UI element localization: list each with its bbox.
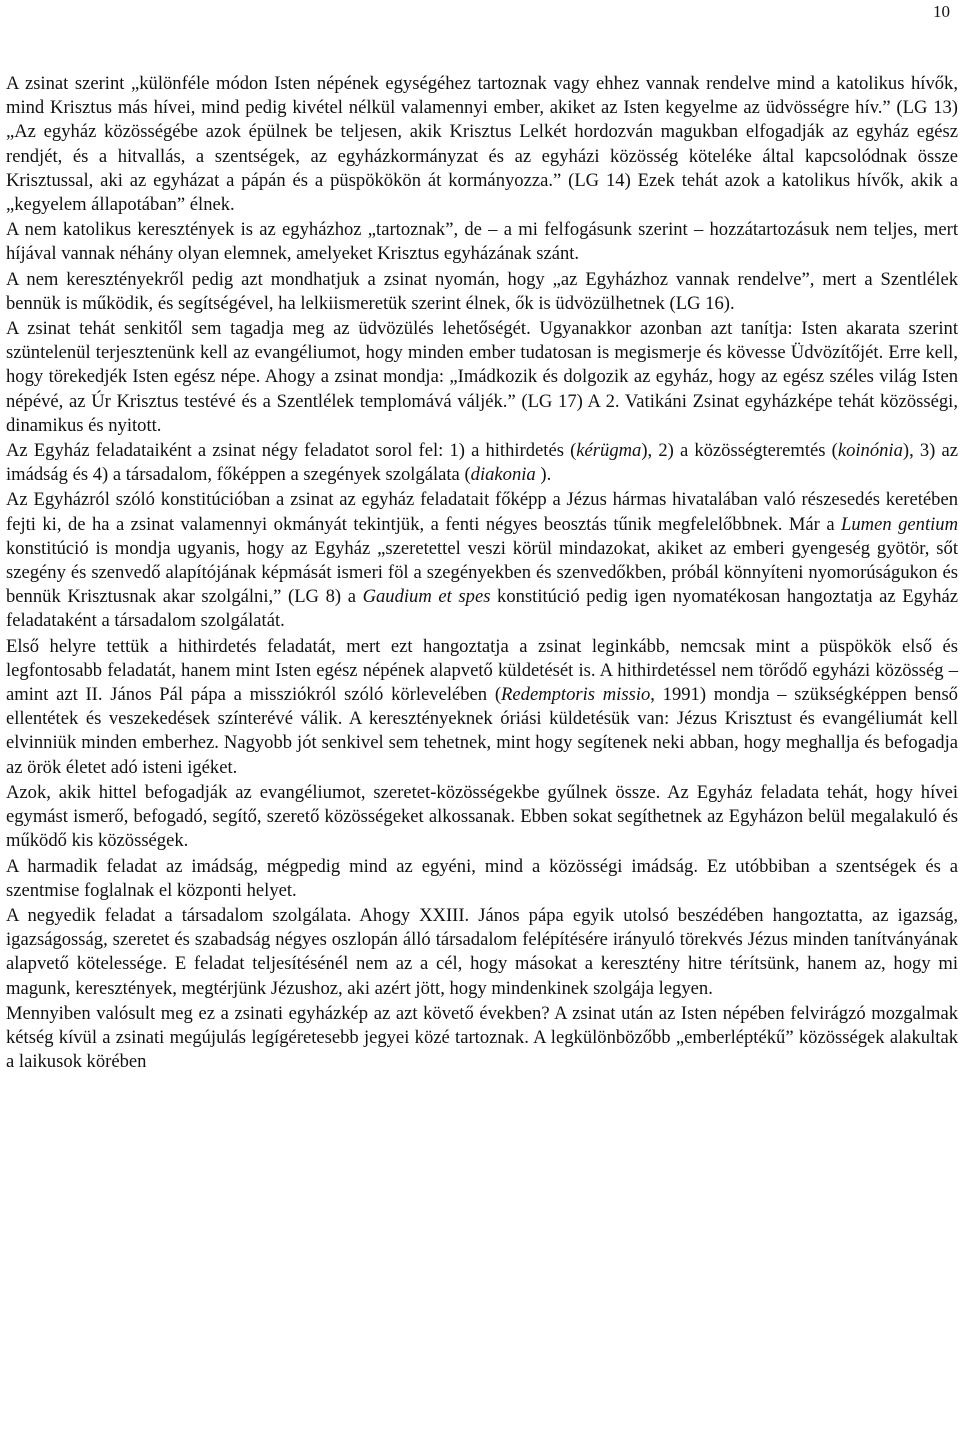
- paragraph: [6, 439, 958, 487]
- italic-term: diakonia: [470, 464, 536, 486]
- paragraph: [6, 635, 958, 780]
- text-run: konstitúció pedig igen nyomatékosan hangoztatja az Egyház feladataként a társadalom szolgálatát.: [6, 586, 959, 632]
- italic-term: kérügma: [576, 440, 642, 462]
- paragraph: [6, 317, 958, 438]
- paragraph: [6, 1002, 958, 1075]
- text-run: A zsinat szerint „különféle módon Isten népének egységéhez tartoznak vagy ehhez vannak rendelve mind a katolikus hívők, mind Krisztus más hívei, mind pedig kivétel nélkül valamennyi ember, akiket az Isten kegyelme az üdvösségre hív.” (LG 13) „Az egyház közösségébe azok épülnek be teljesen, akik Krisztus Lelkét hordozván magukban elfogadják az egyház egész rendjét, és a hitvallás, a szentségek, az egyházkormányzat és az egyházi közösség köteléke által kapcsolódnak össze Krisztussal, aki az egyházat a pápán és a püspökökön át kormányozza.” (LG 14) Ezek tehát azok a katolikus hívők, akik a „kegyelem állapotában” élnek.: [6, 73, 958, 216]
- paragraph: [6, 781, 958, 854]
- text-run: A harmadik feladat az imádság, mégpedig mind az egyéni, mind a közösségi imádság. Ez utóbbiban a szentségek és a szentmise foglalnak el központi helyet.: [6, 855, 958, 901]
- text-run: Első helyre tettük a hithirdetés feladatát, mert ezt hangoztatja a zsinat leginkább, nemcsak mint a püspökök első és legfontosabb feladatát, hanem mint Isten egész népének alapvető küldetését is. A hithirdetéssel nem törődő egyházi közösség – amint azt II. János Pál pápa a missziókról szóló körlevelében (: [6, 635, 958, 706]
- paragraph: [6, 218, 958, 266]
- page-number: 10: [933, 2, 950, 21]
- paragraph: [6, 904, 958, 1001]
- text-run: konstitúció is mondja ugyanis, hogy az Egyház „szeretettel veszi körül mindazokat, akiket az emberi gyengeség gyötör, sőt szegény és szenvedő alapítójának képmását ismeri föl a szegényekben és szenvedőkben, próbál könnyíteni nyomorúságukon és bennük Krisztusnak akar szolgálni,” (LG 8) a: [6, 537, 958, 608]
- text-run: ).: [535, 464, 552, 486]
- italic-term: koinónia: [837, 440, 903, 462]
- paragraph: [6, 855, 958, 903]
- text-run: A nem katolikus keresztények is az egyházhoz „tartoznak”, de – a mi felfogásunk szerint – hozzátartozásuk nem teljes, mert híjával vannak néhány olyan elemnek, amelyeket Krisztus egyházának szánt.: [6, 219, 958, 265]
- italic-term: Redemptoris missio: [501, 684, 651, 706]
- italic-term: Lumen gentium: [841, 513, 958, 535]
- text-run: Az Egyház feladataiként a zsinat négy feladatot sorol fel: 1) a hithirdetés (: [6, 440, 577, 462]
- italic-term: Gaudium et spes: [362, 586, 491, 608]
- text-run: ), 2) a közösségteremtés (: [641, 440, 838, 462]
- text-run: Az Egyházról szóló konstitúcióban a zsinat az egyház feladatait főképp a Jézus hármas hivatalában való részesedés keretében fejti ki, de ha a zsinat valamennyi okmányát tekintjük, a fenti négyes beosztás tűnik megfelelőbbnek. Már a: [6, 489, 958, 535]
- text-run: A negyedik feladat a társadalom szolgálata. Ahogy XXIII. János pápa egyik utolsó beszédében hangoztatta, az igazság, igazságosság, szeretet és szabadság négyes oszlopán álló társadalom felépítésére irányuló törekvés Jézus minden tanítványának alapvető kötelessége. E feladat teljesítésénél nem az a cél, hogy másokat a keresztény hitre térítsünk, hanem az, hogy mi magunk, keresztények, megtérjünk Jézushoz, aki azért jött, hogy mindenkinek szolgája legyen.: [6, 904, 958, 999]
- text-run: A zsinat tehát senkitől sem tagadja meg az üdvözülés lehetőségét. Ugyanakkor azonban azt tanítja: Isten akarata szerint szüntelenül terjesztenünk kell az evangéliumot, hogy minden ember tudatosan is megismerje és kövesse Üdvözítőjét. Erre kell, hogy törekedjék Isten egész népe. Ahogy a zsinat mondja: „Imádkozik és dolgozik az egyház, hogy az egész széles világ Isten népévé, az Úr Krisztus testévé és a Szentlélek templomává váljék.” (LG 17) A 2. Vatikáni Zsinat egyházképe tehát közösségi, dinamikus és nyitott.: [6, 318, 958, 436]
- text-run: A nem keresztényekről pedig azt mondhatjuk a zsinat nyomán, hogy „az Egyházhoz vannak rendelve”, mert a Szentlélek bennük is működik, és segítségével, ha lelkiismeretük szerint élnek, ők is üdvözülhetnek (LG 16).: [6, 268, 958, 314]
- text-run: ), 3) az imádság és 4) a társadalom, főképpen a szegények szolgálata (: [6, 440, 958, 486]
- document-body: [6, 72, 958, 1075]
- text-run: Mennyiben valósult meg ez a zsinati egyházkép az azt követő években? A zsinat után az Isten népében felvirágzó mozgalmak kétség kívül a zsinati megújulás legígéretesebb jegyei közé tartoznak. A legkülönbözőbb „emberléptékű” közösségek alakultak a laikusok körében: [6, 1002, 958, 1073]
- paragraph: [6, 72, 958, 217]
- text-run: , 1991) mondja – szükségképpen benső ellentétek és veszekedések színterévé válik. A keresztényeknek óriási küldetésük van: Jézus Krisztust és evangéliumát kell elvinniük minden emberhez. Nagyobb jót senkivel sem tehetnek, mint hogy segítenek neki abban, hogy meghallja és befogadja az örök életet adó isteni igéket.: [6, 684, 958, 778]
- text-run: Azok, akik hittel befogadják az evangéliumot, szeretet-közösségekbe gyűlnek össze. Az Egyház feladata tehát, hogy hívei egymást ismerő, befogadó, segítő, szerető közösségeket alkossanak. Ebben sokat segíthetnek az Egyházon belül megalakuló és működő kis közösségek.: [6, 781, 958, 852]
- paragraph: [6, 268, 958, 316]
- paragraph: [6, 488, 958, 633]
